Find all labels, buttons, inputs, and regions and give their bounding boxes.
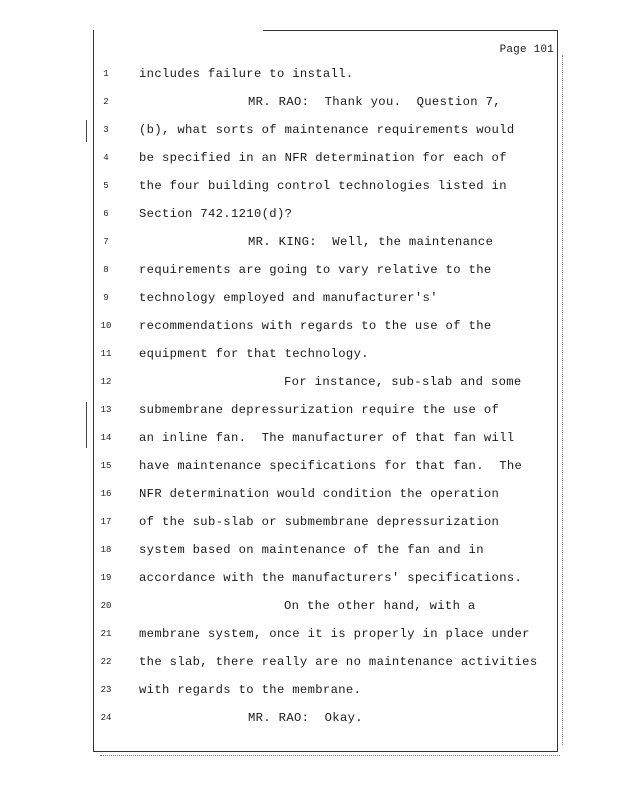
line-number: 2 xyxy=(103,97,109,107)
transcript-line xyxy=(0,708,618,728)
line-number: 14 xyxy=(100,433,112,443)
line-number: 21 xyxy=(100,629,112,639)
line-number: 22 xyxy=(100,657,112,667)
line-text: with regards to the membrane. xyxy=(139,683,362,697)
line-text: equipment for that technology. xyxy=(139,347,369,361)
line-text: have maintenance specifications for that fan. The xyxy=(139,459,523,473)
transcript-line xyxy=(0,568,618,588)
page-border-bottom xyxy=(93,751,558,752)
transcript-line xyxy=(0,428,618,448)
line-number: 8 xyxy=(103,265,109,275)
transcript-line xyxy=(0,64,618,84)
line-text: On the other hand, with a xyxy=(284,599,476,613)
transcript-line xyxy=(0,680,618,700)
line-text: includes failure to install. xyxy=(139,67,354,81)
line-number: 20 xyxy=(100,601,112,611)
line-text: submembrane depressurization require the use of xyxy=(139,403,500,417)
transcript-line xyxy=(0,512,618,532)
line-text: the slab, there really are no maintenance activities xyxy=(139,655,538,669)
transcript-line xyxy=(0,176,618,196)
line-text: accordance with the manufacturers' specifications. xyxy=(139,571,523,585)
line-number: 5 xyxy=(103,181,109,191)
line-text: system based on maintenance of the fan and in xyxy=(139,543,484,557)
line-text: MR. RAO: Thank you. Question 7, xyxy=(248,95,501,109)
line-number: 16 xyxy=(100,489,112,499)
page-border-top xyxy=(263,30,558,31)
line-number: 19 xyxy=(100,573,112,583)
transcript-line xyxy=(0,92,618,112)
line-text: technology employed and manufacturer's' xyxy=(139,291,438,305)
line-text: the four building control technologies listed in xyxy=(139,179,507,193)
line-text: an inline fan. The manufacturer of that fan will xyxy=(139,431,515,445)
line-number: 15 xyxy=(100,461,112,471)
line-text: of the sub-slab or submembrane depressurization xyxy=(139,515,500,529)
line-text: recommendations with regards to the use of the xyxy=(139,319,492,333)
line-text: MR. RAO: Okay. xyxy=(248,711,363,725)
line-number: 24 xyxy=(100,713,112,723)
transcript-line xyxy=(0,316,618,336)
line-number: 3 xyxy=(103,125,109,135)
transcript-line xyxy=(0,344,618,364)
page-border-bottom-inner xyxy=(100,755,560,757)
transcript-line xyxy=(0,120,618,140)
transcript-line xyxy=(0,652,618,672)
line-text: requirements are going to vary relative to the xyxy=(139,263,492,277)
line-number: 23 xyxy=(100,685,112,695)
line-text: membrane system, once it is properly in place under xyxy=(139,627,530,641)
line-number: 13 xyxy=(100,405,112,415)
transcript-line xyxy=(0,148,618,168)
line-text: For instance, sub-slab and some xyxy=(284,375,522,389)
transcript-line xyxy=(0,400,618,420)
page-number: Page 101 xyxy=(499,44,554,56)
transcript-line xyxy=(0,484,618,504)
line-number: 1 xyxy=(103,69,109,79)
line-number: 7 xyxy=(103,237,109,247)
line-number: 18 xyxy=(100,545,112,555)
line-number: 9 xyxy=(103,293,109,303)
transcript-line xyxy=(0,288,618,308)
transcript-line xyxy=(0,260,618,280)
transcript-line xyxy=(0,456,618,476)
transcript-line xyxy=(0,596,618,616)
line-number: 4 xyxy=(103,153,109,163)
line-text: (b), what sorts of maintenance requirements would xyxy=(139,123,515,137)
transcript-line xyxy=(0,372,618,392)
line-text: Section 742.1210(d)? xyxy=(139,207,293,221)
line-number: 10 xyxy=(100,321,112,331)
line-text: NFR determination would condition the operation xyxy=(139,487,500,501)
line-number: 6 xyxy=(103,209,109,219)
line-text: be specified in an NFR determination for each of xyxy=(139,151,507,165)
transcript-line xyxy=(0,540,618,560)
transcript-line xyxy=(0,232,618,252)
line-number: 11 xyxy=(100,349,112,359)
line-number: 12 xyxy=(100,377,112,387)
transcript-line xyxy=(0,624,618,644)
line-number: 17 xyxy=(100,517,112,527)
line-text: MR. KING: Well, the maintenance xyxy=(248,235,494,249)
transcript-line xyxy=(0,204,618,224)
